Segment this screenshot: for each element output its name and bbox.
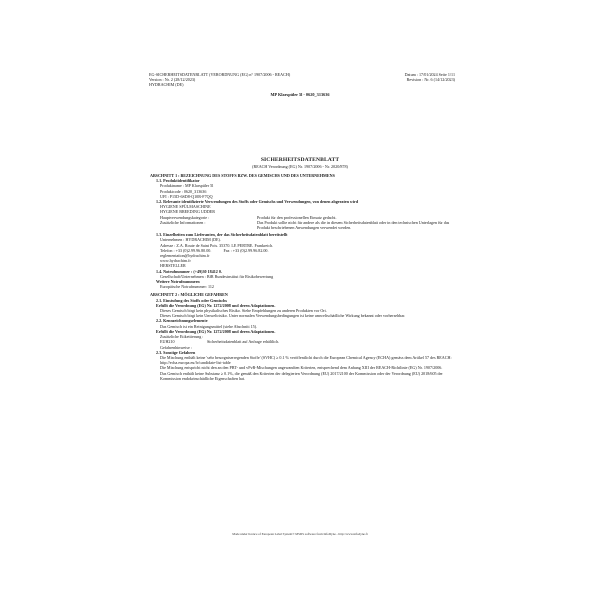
svhc-text: Die Mischung enthält keine 'sehr besorgniserregenden Stoffe' (SVHC) ≥ 0.1 % veröffentlicht durch die European Chemical Agency (ECHA) gemäss dem Artikel 57 des REACH: http://echa.europa.eu/fr/candidate-list-table: [160, 354, 452, 366]
european-emergency-number: Europäische Notrufnummer: 112: [160, 284, 214, 290]
hazard-statements-label: Gefahrenhinweise :: [160, 344, 192, 350]
section-2-3-heading: 2.3. Sonstige Gefahren: [156, 349, 196, 355]
use-line-1: HYGIENE SPÜLMASCHINE: [160, 204, 211, 210]
section-1-2-heading: 1.2. Relevante identifizierte Verwendungen des Stoffs oder Gemischs und Verwendungen, von denen abgeraten wird: [156, 199, 359, 205]
other-emergency-heading: Weitere Notrufnummern: [156, 279, 200, 285]
supplier-email: reglementation@hydrachim.fr: [160, 253, 210, 259]
main-use-label: Hauptverwendungskategorie :: [160, 214, 210, 220]
product-code-line: Produktcode : 0620_313636: [160, 188, 207, 194]
additional-info-row: [150, 220, 450, 230]
product-name: MP Klarspüler 5l - 0620_313636: [270, 92, 330, 97]
section-2-1-heading: 2.1. Einstufung des Stoffs oder Gemischs: [156, 297, 228, 303]
document-title: SICHERHEITSDATENBLATT: [260, 157, 340, 163]
detergent-note: Das Gemisch ist ein Reinigungsmittel (siehe Abschnitt 15).: [160, 323, 258, 329]
supplier-company: Unternehmen : HYDRACHIM (DE).: [160, 237, 221, 243]
page-footer: Made under licence of European Label System® MSDS software from InfoDyne - http://www.infodyne.fr: [232, 532, 368, 536]
document-body: [150, 172, 450, 381]
euh-code: EUH210: [160, 339, 175, 345]
additional-info-label: Zusätzliche Informationen :: [160, 219, 206, 225]
header-regulation: EG-SICHERHEITSDATENBLATT (VERORDNUNG (EG) n° 1907/2006 - REACH): [149, 72, 291, 77]
endocrine-text: Das Gemisch enthält keine Substanz ≥ 0.1%, die gemäß den Kriterien der delegierten Verordnung (EU) 2017/2100 der Kommission oder der Verordnung (EU) 2018/605 der Kommission endokrinschädliche Eigenschaften hat.: [160, 370, 443, 381]
header-right: [405, 72, 455, 82]
additional-info-value: Das Produkt sollte nicht für andere als die in diesem Sicherheitsdatenblatt oder in den technischen Unterlagen für das Produkt beschriebenen Anwendungen verwendet werden.: [257, 219, 450, 231]
document-subtitle: (REACH Verordnung (EG) Nr. 1907/2006 - Nr. 2020/878): [252, 164, 348, 169]
section-1-4-heading: 1.4. Notrufnummer : (+49)30 18412 0.: [156, 268, 222, 274]
euh-row: [150, 339, 450, 344]
header-date-page: Datum : 17/01/2024 Seite 1/11: [404, 72, 455, 77]
supplier-phone: Telefon : +33 (0)2.99.96.80.00.: [160, 247, 212, 253]
header-company: HYDRACHIM (DE): [149, 82, 184, 88]
section-1-3-heading: 1.3. Einzelheiten zum Lieferanten, der das Sicherheitsdatenblatt bereitstellt: [156, 232, 288, 238]
emergency-company: Gesellschaft/Unternehmen : BfR Bundesinstitut für Risikobewertung: [160, 273, 274, 279]
physical-risk-text: Dieses Gemisch birgt kein physikalisches Risiko. Siehe Empfehlungen zu anderen Produkten vor Ort.: [160, 308, 327, 314]
header-left: [149, 72, 290, 88]
section-2-1-regulation: Erfüllt die Verordnung (EG) Nr. 1272/2008 und deren Adaptationen.: [156, 302, 276, 308]
header-version: Version : Nr. 2 (28/12/2023): [149, 77, 196, 83]
additional-labelling-label: Zusätzliche Etikettierung :: [160, 334, 204, 340]
supplier-address: Adresse : Z.A. Route de Saint Pois. 35370. LE PERTRE. Frankreich.: [160, 242, 274, 248]
use-line-2: HYGIENE BREEDING UDDER: [160, 209, 216, 215]
section-2-2-regulation: Erfüllt die Verordnung (EG) Nr. 1272/2008 und deren Adaptationen.: [156, 328, 276, 334]
product-name-line: Produktname : MP Klarspüler 5l: [160, 183, 214, 189]
section-1-heading: ABSCHNITT 1 : BEZEICHNUNG DES STOFFS BZW. DES GEMISCHS UND DES UNTERNEHMENS: [150, 173, 335, 178]
ufi-line: UFI : P15D-6SD8-Q10R-F7QQ: [160, 193, 213, 199]
section-1-1-heading: 1.1. Produktidentifikator: [156, 178, 200, 184]
environmental-risk-text: Dieses Gemisch birgt kein Umweltrisiko. Unter normalen Verwendungsbedingungen ist keine umweltschädliche Wirkung bekannt oder vorhersehbar.: [160, 313, 406, 319]
main-use-value: Produkt für den professionellen Einsatz gedacht.: [257, 214, 337, 220]
euh-text: Sicherheitsdatenblatt auf Anfrage erhältlich.: [207, 339, 280, 345]
supplier-fax: Fax : +33 (0)2.99.96.82.00.: [223, 247, 269, 253]
header-revision: Revision : Nr. 6 (14/12/2023): [406, 77, 455, 83]
pbt-text: Die Mischung entspricht nicht den an den PBT- und vPvB-Mischungen angewandten Kriterien, entsprechend dem Anhang XIII der REACH-Richtlinie (EG) Nr. 1907/2006.: [160, 365, 443, 371]
supplier-website: www.hydrachim.fr: [160, 258, 191, 264]
section-2-2-heading: 2.2. Kennzeichnungselemente: [156, 318, 208, 324]
section-2-heading: ABSCHNITT 2 : MÖGLICHE GEFAHREN: [150, 292, 228, 298]
supplier-role: HERSTELLER: [160, 263, 186, 269]
